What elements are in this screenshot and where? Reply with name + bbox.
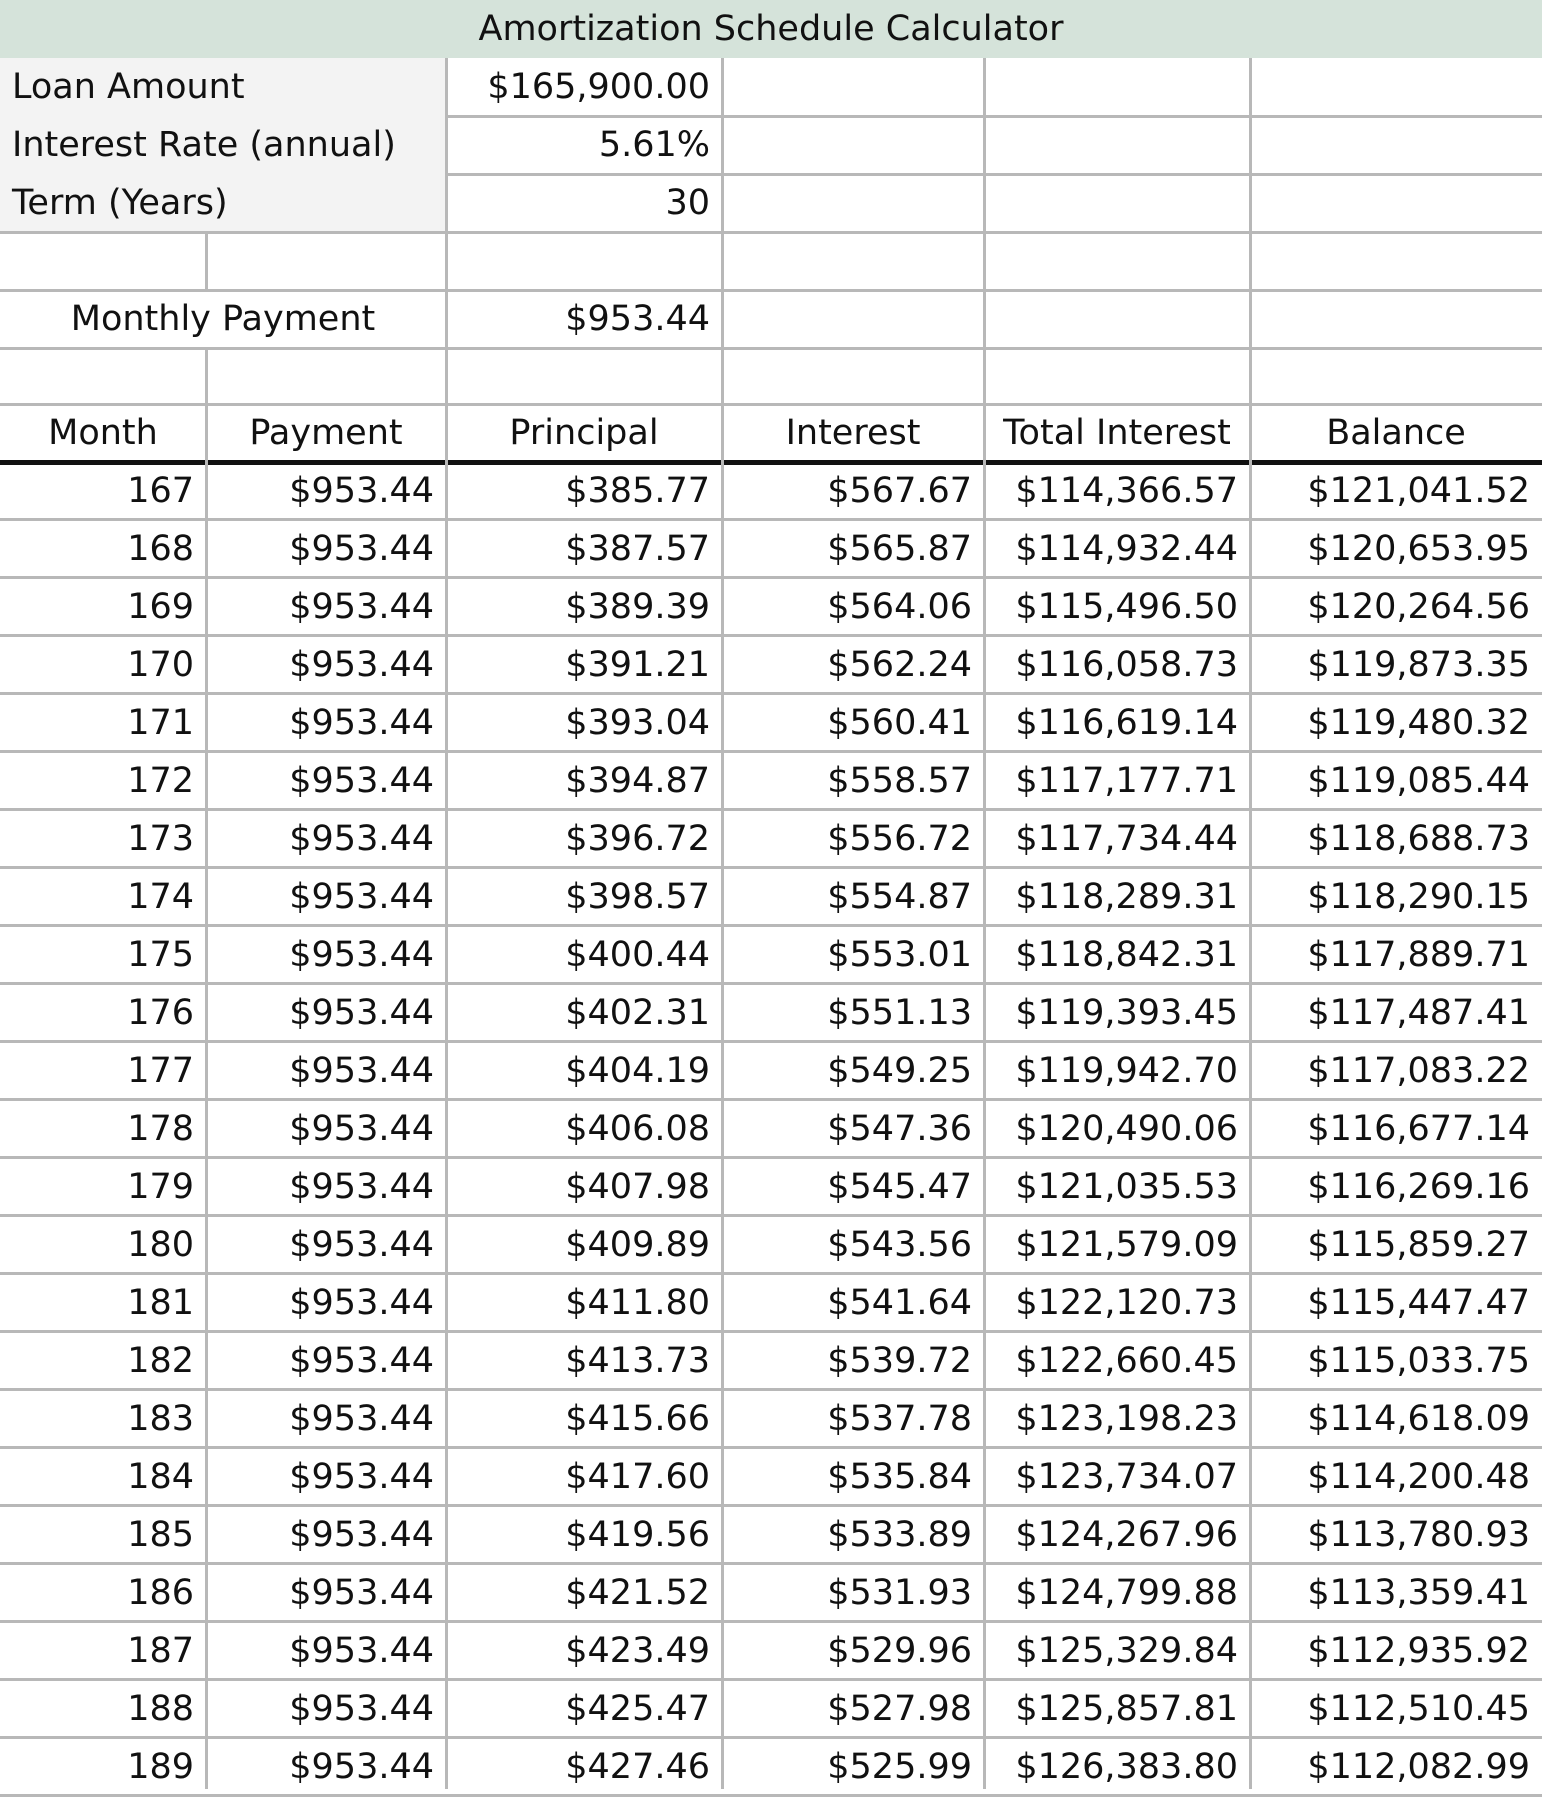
row-divider bbox=[0, 1678, 1542, 1681]
row-divider bbox=[722, 173, 1542, 176]
row-divider bbox=[446, 115, 722, 118]
cell-month[interactable]: 185 bbox=[127, 1515, 194, 1555]
cell-principal[interactable]: $400.44 bbox=[565, 935, 710, 975]
row-divider bbox=[0, 1330, 1542, 1333]
empty-cell[interactable] bbox=[1250, 58, 1542, 116]
empty-cell[interactable] bbox=[722, 116, 984, 174]
cell-principal[interactable]: $398.57 bbox=[565, 877, 710, 917]
row-divider bbox=[0, 347, 1542, 350]
cell-total-interest[interactable]: $120,490.06 bbox=[1015, 1109, 1238, 1149]
table-row bbox=[0, 1680, 1542, 1738]
cell-principal[interactable]: $387.57 bbox=[565, 529, 710, 569]
table-row bbox=[0, 984, 1542, 1042]
cell-interest[interactable]: $567.67 bbox=[827, 471, 972, 511]
table-row bbox=[0, 694, 1542, 752]
table-row bbox=[0, 1274, 1542, 1332]
row-divider bbox=[0, 518, 1542, 521]
cell-balance[interactable]: $117,889.71 bbox=[1307, 935, 1530, 975]
cell-month[interactable]: 177 bbox=[127, 1051, 194, 1091]
cell-month[interactable]: 182 bbox=[127, 1341, 194, 1381]
cell-month[interactable]: 181 bbox=[127, 1283, 194, 1323]
cell-balance[interactable]: $117,083.22 bbox=[1307, 1051, 1530, 1091]
cell-balance[interactable]: $120,653.95 bbox=[1307, 529, 1530, 569]
cell-payment[interactable]: $953.44 bbox=[289, 819, 434, 859]
column-divider bbox=[983, 58, 986, 1789]
empty-cell[interactable] bbox=[722, 174, 984, 232]
column-divider bbox=[445, 58, 448, 232]
cell-total-interest[interactable]: $118,842.31 bbox=[1015, 935, 1238, 975]
cell-month[interactable]: 179 bbox=[127, 1167, 194, 1207]
cell-principal[interactable]: $423.49 bbox=[565, 1631, 710, 1671]
input-row-term bbox=[0, 174, 1542, 232]
column-divider bbox=[721, 58, 724, 1789]
row-divider bbox=[0, 982, 1542, 985]
cell-payment[interactable]: $953.44 bbox=[289, 761, 434, 801]
cell-balance[interactable]: $115,033.75 bbox=[1307, 1341, 1530, 1381]
cell-payment[interactable]: $953.44 bbox=[289, 1399, 434, 1439]
cell-balance[interactable]: $116,269.16 bbox=[1307, 1167, 1530, 1207]
row-divider bbox=[0, 1562, 1542, 1565]
cell-principal[interactable]: $407.98 bbox=[565, 1167, 710, 1207]
cell-interest[interactable]: $547.36 bbox=[827, 1109, 972, 1149]
header-underline bbox=[0, 460, 1542, 465]
loan-amount-label[interactable]: Loan Amount bbox=[0, 58, 446, 116]
table-row bbox=[0, 1448, 1542, 1506]
input-row-interest-rate bbox=[0, 116, 1542, 174]
cell-payment[interactable]: $953.44 bbox=[289, 529, 434, 569]
cell-balance[interactable]: $114,618.09 bbox=[1307, 1399, 1530, 1439]
cell-payment[interactable]: $953.44 bbox=[289, 587, 434, 627]
cell-payment[interactable]: $953.44 bbox=[289, 993, 434, 1033]
row-divider bbox=[0, 231, 1542, 234]
row-divider bbox=[722, 115, 1542, 118]
cell-total-interest[interactable]: $117,177.71 bbox=[1015, 761, 1238, 801]
cell-month[interactable]: 189 bbox=[127, 1747, 194, 1787]
cell-total-interest[interactable]: $124,267.96 bbox=[1015, 1515, 1238, 1555]
table-row bbox=[0, 1216, 1542, 1274]
cell-month[interactable]: 172 bbox=[127, 761, 194, 801]
row-divider bbox=[0, 634, 1542, 637]
table-header-row bbox=[0, 404, 1542, 462]
cell-principal[interactable]: $404.19 bbox=[565, 1051, 710, 1091]
cell-principal[interactable]: $394.87 bbox=[565, 761, 710, 801]
cell-interest[interactable]: $541.64 bbox=[827, 1283, 972, 1323]
cell-interest[interactable]: $564.06 bbox=[827, 587, 972, 627]
cell-total-interest[interactable]: $121,579.09 bbox=[1015, 1225, 1238, 1265]
cell-balance[interactable]: $118,688.73 bbox=[1307, 819, 1530, 859]
header-month[interactable]: Month bbox=[48, 413, 158, 453]
cell-principal[interactable]: $402.31 bbox=[565, 993, 710, 1033]
cell-month[interactable]: 187 bbox=[127, 1631, 194, 1671]
cell-principal[interactable]: $415.66 bbox=[565, 1399, 710, 1439]
cell-payment[interactable]: $953.44 bbox=[289, 935, 434, 975]
table-row bbox=[0, 1100, 1542, 1158]
cell-interest[interactable]: $554.87 bbox=[827, 877, 972, 917]
cell-balance[interactable]: $114,200.48 bbox=[1307, 1457, 1530, 1497]
row-divider bbox=[0, 808, 1542, 811]
cell-total-interest[interactable]: $124,799.88 bbox=[1015, 1573, 1238, 1613]
row-divider bbox=[0, 403, 1542, 406]
cell-interest[interactable]: $545.47 bbox=[827, 1167, 972, 1207]
cell-month[interactable]: 180 bbox=[127, 1225, 194, 1265]
table-row bbox=[0, 868, 1542, 926]
cell-total-interest[interactable]: $115,496.50 bbox=[1015, 587, 1238, 627]
cell-interest[interactable]: $529.96 bbox=[827, 1631, 972, 1671]
monthly-payment-label[interactable]: Monthly Payment bbox=[70, 299, 376, 339]
cell-total-interest[interactable]: $119,942.70 bbox=[1015, 1051, 1238, 1091]
row-divider bbox=[0, 750, 1542, 753]
empty-cell[interactable] bbox=[1250, 116, 1542, 174]
table-row bbox=[0, 810, 1542, 868]
cell-month[interactable]: 176 bbox=[127, 993, 194, 1033]
empty-cell[interactable] bbox=[984, 116, 1250, 174]
table-row bbox=[0, 462, 1542, 520]
cell-total-interest[interactable]: $123,734.07 bbox=[1015, 1457, 1238, 1497]
cell-interest[interactable]: $525.99 bbox=[827, 1747, 972, 1787]
row-divider bbox=[0, 1156, 1542, 1159]
cell-total-interest[interactable]: $114,932.44 bbox=[1015, 529, 1238, 569]
cell-payment[interactable]: $953.44 bbox=[289, 1225, 434, 1265]
row-divider bbox=[0, 1620, 1542, 1623]
cell-principal[interactable]: $396.72 bbox=[565, 819, 710, 859]
table-row bbox=[0, 520, 1542, 578]
row-divider bbox=[0, 1504, 1542, 1507]
cell-interest[interactable]: $565.87 bbox=[827, 529, 972, 569]
monthly-payment-row bbox=[0, 290, 1542, 348]
cell-total-interest[interactable]: $123,198.23 bbox=[1015, 1399, 1238, 1439]
cell-principal[interactable]: $413.73 bbox=[565, 1341, 710, 1381]
cell-total-interest[interactable]: $118,289.31 bbox=[1015, 877, 1238, 917]
cell-interest[interactable]: $535.84 bbox=[827, 1457, 972, 1497]
table-row bbox=[0, 1564, 1542, 1622]
cell-total-interest[interactable]: $122,660.45 bbox=[1015, 1341, 1238, 1381]
row-divider bbox=[0, 1388, 1542, 1391]
cell-principal[interactable]: $411.80 bbox=[565, 1283, 710, 1323]
cell-total-interest[interactable]: $125,329.84 bbox=[1015, 1631, 1238, 1671]
header-principal[interactable]: Principal bbox=[509, 413, 659, 453]
cell-interest[interactable]: $553.01 bbox=[827, 935, 972, 975]
cell-payment[interactable]: $953.44 bbox=[289, 1573, 434, 1613]
cell-payment[interactable]: $953.44 bbox=[289, 703, 434, 743]
cell-interest[interactable]: $531.93 bbox=[827, 1573, 972, 1613]
cell-principal[interactable]: $391.21 bbox=[565, 645, 710, 685]
cell-payment[interactable]: $953.44 bbox=[289, 1109, 434, 1149]
cell-interest[interactable]: $556.72 bbox=[827, 819, 972, 859]
cell-total-interest[interactable]: $126,383.80 bbox=[1015, 1747, 1238, 1787]
title-row bbox=[0, 0, 1542, 58]
cell-total-interest[interactable]: $116,619.14 bbox=[1015, 703, 1238, 743]
column-divider bbox=[205, 348, 208, 1789]
cell-month[interactable]: 169 bbox=[127, 587, 194, 627]
cell-principal[interactable]: $389.39 bbox=[565, 587, 710, 627]
row-divider bbox=[0, 924, 1542, 927]
cell-month[interactable]: 186 bbox=[127, 1573, 194, 1613]
cell-payment[interactable]: $953.44 bbox=[289, 1631, 434, 1671]
table-row bbox=[0, 578, 1542, 636]
row-divider bbox=[0, 866, 1542, 869]
table-row bbox=[0, 636, 1542, 694]
cell-payment[interactable]: $953.44 bbox=[289, 1341, 434, 1381]
table-row bbox=[0, 1390, 1542, 1448]
empty-cell[interactable] bbox=[722, 58, 984, 116]
cell-interest[interactable]: $558.57 bbox=[827, 761, 972, 801]
cell-month[interactable]: 188 bbox=[127, 1689, 194, 1729]
cell-payment[interactable]: $953.44 bbox=[289, 1457, 434, 1497]
interest-rate-label[interactable]: Interest Rate (annual) bbox=[0, 116, 446, 174]
cell-principal[interactable]: $393.04 bbox=[565, 703, 710, 743]
cell-month[interactable]: 168 bbox=[127, 529, 194, 569]
row-divider bbox=[0, 1040, 1542, 1043]
cell-interest[interactable]: $549.25 bbox=[827, 1051, 972, 1091]
cell-month[interactable]: 170 bbox=[127, 645, 194, 685]
cell-balance[interactable]: $118,290.15 bbox=[1307, 877, 1530, 917]
table-row bbox=[0, 926, 1542, 984]
cell-balance[interactable]: $112,082.99 bbox=[1307, 1747, 1530, 1787]
row-divider bbox=[0, 576, 1542, 579]
cell-balance[interactable]: $120,264.56 bbox=[1307, 587, 1530, 627]
cell-month[interactable]: 178 bbox=[127, 1109, 194, 1149]
cell-month[interactable]: 183 bbox=[127, 1399, 194, 1439]
cell-principal[interactable]: $419.56 bbox=[565, 1515, 710, 1555]
term-label[interactable]: Term (Years) bbox=[0, 174, 446, 232]
cell-balance[interactable]: $119,480.32 bbox=[1307, 703, 1530, 743]
cell-total-interest[interactable]: $121,035.53 bbox=[1015, 1167, 1238, 1207]
table-row bbox=[0, 1506, 1542, 1564]
cell-interest[interactable]: $560.41 bbox=[827, 703, 972, 743]
cell-balance[interactable]: $113,359.41 bbox=[1307, 1573, 1530, 1613]
row-divider bbox=[0, 1736, 1542, 1739]
cell-month[interactable]: 167 bbox=[127, 471, 194, 511]
cell-principal[interactable]: $409.89 bbox=[565, 1225, 710, 1265]
cell-principal[interactable]: $427.46 bbox=[565, 1747, 710, 1787]
cell-payment[interactable]: $953.44 bbox=[289, 1283, 434, 1323]
table-row bbox=[0, 1738, 1542, 1796]
cell-balance[interactable]: $112,510.45 bbox=[1307, 1689, 1530, 1729]
table-row bbox=[0, 1042, 1542, 1100]
cell-payment[interactable]: $953.44 bbox=[289, 1167, 434, 1207]
header-interest[interactable]: Interest bbox=[785, 413, 921, 453]
loan-amount-value[interactable]: $165,900.00 bbox=[487, 67, 710, 107]
interest-rate-value[interactable]: 5.61% bbox=[598, 125, 710, 165]
empty-cell[interactable] bbox=[984, 174, 1250, 232]
cell-month[interactable]: 173 bbox=[127, 819, 194, 859]
page-title[interactable]: Amortization Schedule Calculator bbox=[478, 9, 1064, 49]
row-divider bbox=[446, 173, 722, 176]
header-balance[interactable]: Balance bbox=[1326, 413, 1466, 453]
header-total-interest[interactable]: Total Interest bbox=[1003, 413, 1231, 453]
monthly-payment-value[interactable]: $953.44 bbox=[565, 299, 710, 339]
row-divider bbox=[0, 1446, 1542, 1449]
column-divider bbox=[1249, 58, 1252, 1789]
cell-total-interest[interactable]: $122,120.73 bbox=[1015, 1283, 1238, 1323]
empty-cell[interactable] bbox=[1250, 174, 1542, 232]
cell-balance[interactable]: $119,085.44 bbox=[1307, 761, 1530, 801]
column-divider bbox=[205, 232, 208, 290]
cell-balance[interactable]: $121,041.52 bbox=[1307, 471, 1530, 511]
cell-total-interest[interactable]: $125,857.81 bbox=[1015, 1689, 1238, 1729]
column-divider bbox=[445, 232, 448, 1789]
cell-balance[interactable]: $116,677.14 bbox=[1307, 1109, 1530, 1149]
cell-principal[interactable]: $425.47 bbox=[565, 1689, 710, 1729]
cell-principal[interactable]: $406.08 bbox=[565, 1109, 710, 1149]
cell-payment[interactable]: $953.44 bbox=[289, 1689, 434, 1729]
cell-total-interest[interactable]: $116,058.73 bbox=[1015, 645, 1238, 685]
cell-interest[interactable]: $537.78 bbox=[827, 1399, 972, 1439]
cell-balance[interactable]: $117,487.41 bbox=[1307, 993, 1530, 1033]
cell-payment[interactable]: $953.44 bbox=[289, 1515, 434, 1555]
cell-interest[interactable]: $527.98 bbox=[827, 1689, 972, 1729]
cell-month[interactable]: 171 bbox=[127, 703, 194, 743]
cell-principal[interactable]: $421.52 bbox=[565, 1573, 710, 1613]
cell-total-interest[interactable]: $117,734.44 bbox=[1015, 819, 1238, 859]
cell-payment[interactable]: $953.44 bbox=[289, 471, 434, 511]
cell-interest[interactable]: $551.13 bbox=[827, 993, 972, 1033]
cell-payment[interactable]: $953.44 bbox=[289, 877, 434, 917]
cell-payment[interactable]: $953.44 bbox=[289, 645, 434, 685]
row-divider bbox=[0, 289, 1542, 292]
cell-principal[interactable]: $417.60 bbox=[565, 1457, 710, 1497]
header-payment[interactable]: Payment bbox=[249, 413, 403, 453]
cell-payment[interactable]: $953.44 bbox=[289, 1051, 434, 1091]
row-divider bbox=[0, 1214, 1542, 1217]
table-row bbox=[0, 1332, 1542, 1390]
cell-interest[interactable]: $533.89 bbox=[827, 1515, 972, 1555]
row-divider bbox=[0, 692, 1542, 695]
cell-balance[interactable]: $119,873.35 bbox=[1307, 645, 1530, 685]
cell-interest[interactable]: $543.56 bbox=[827, 1225, 972, 1265]
row-divider bbox=[0, 1272, 1542, 1275]
cell-total-interest[interactable]: $114,366.57 bbox=[1015, 471, 1238, 511]
table-row bbox=[0, 1158, 1542, 1216]
cell-payment[interactable]: $953.44 bbox=[289, 1747, 434, 1787]
table-row bbox=[0, 752, 1542, 810]
cell-principal[interactable]: $385.77 bbox=[565, 471, 710, 511]
cell-balance[interactable]: $115,447.47 bbox=[1307, 1283, 1530, 1323]
cell-balance[interactable]: $112,935.92 bbox=[1307, 1631, 1530, 1671]
empty-cell[interactable] bbox=[984, 58, 1250, 116]
input-row-loan-amount bbox=[0, 58, 1542, 116]
term-value[interactable]: 30 bbox=[665, 183, 710, 223]
cell-interest[interactable]: $562.24 bbox=[827, 645, 972, 685]
cell-month[interactable]: 175 bbox=[127, 935, 194, 975]
cell-balance[interactable]: $113,780.93 bbox=[1307, 1515, 1530, 1555]
cell-month[interactable]: 174 bbox=[127, 877, 194, 917]
cell-balance[interactable]: $115,859.27 bbox=[1307, 1225, 1530, 1265]
row-divider bbox=[0, 1098, 1542, 1101]
cell-total-interest[interactable]: $119,393.45 bbox=[1015, 993, 1238, 1033]
cell-interest[interactable]: $539.72 bbox=[827, 1341, 972, 1381]
cell-month[interactable]: 184 bbox=[127, 1457, 194, 1497]
table-row bbox=[0, 1622, 1542, 1680]
